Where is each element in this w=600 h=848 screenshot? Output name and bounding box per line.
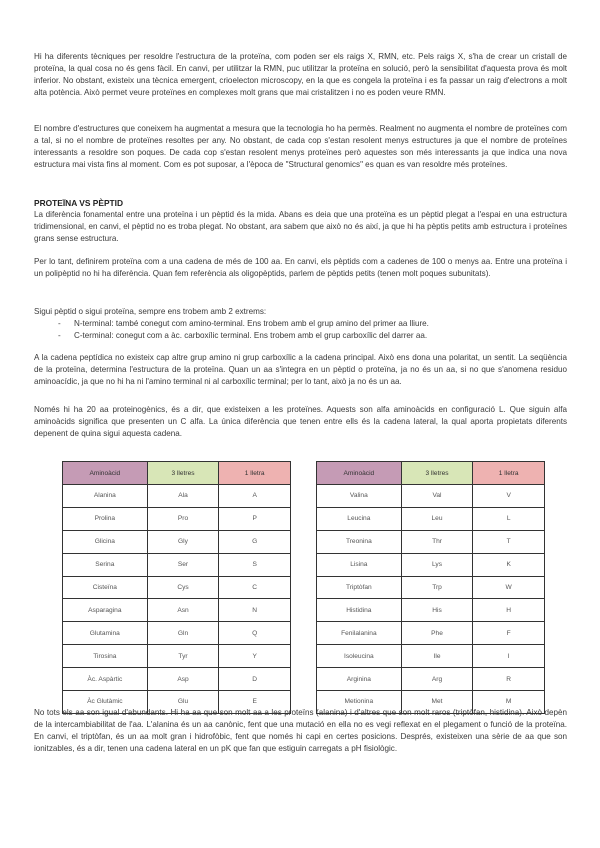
cell-3-letters: Asn <box>147 599 219 622</box>
cell-3-letters: Val <box>401 485 473 508</box>
cell-3-letters: Ser <box>147 553 219 576</box>
cell-1-letter: N <box>219 599 291 622</box>
paragraph-protein-definition: Per lo tant, definirem proteïna com a una cadena de més de 100 aa. En canvi, els pèptids com a cadenes de 100 o menys aa. Entre una proteïna i un polipèptid no hi ha diferència. Quan fem referència als oligopèptids, parlem de pèptids petits (tenen molt poques subunitats). <box>34 257 567 278</box>
cell-1-letter: K <box>473 553 545 576</box>
cell-aminoacid: Alanina <box>63 485 148 508</box>
cell-1-letter: H <box>473 599 545 622</box>
bullet: - <box>58 319 61 328</box>
header-1-letter: 1 lletra <box>219 462 291 485</box>
table-row <box>63 645 291 668</box>
table-row <box>63 553 291 576</box>
cell-1-letter: A <box>219 485 291 508</box>
cell-1-letter: T <box>473 530 545 553</box>
cell-aminoacid: Serina <box>63 553 148 576</box>
paragraph-peptide-chain: A la cadena peptídica no existeix cap altre grup amino ni grup carboxílic a la cadena principal. Això ens dona una polaritat, un sentit. La seqüència de la proteïna, determina l'estructura de la proteïna. Quan un aa s'integra en un pèptid o proteïna, ja no és un aa, si no que s'anomena residuo aminoacídic, ja que no hi ha ni l'amino terminal ni al carboxílic terminal; per lo tant, això ja no és un aa. <box>34 353 567 386</box>
section-heading: PROTEÏNA VS PÈPTID <box>34 198 124 208</box>
table-header-row <box>317 462 545 485</box>
list-item <box>34 318 567 330</box>
aminoacid-table-right <box>316 461 545 714</box>
cell-aminoacid: Triptòfan <box>317 576 402 599</box>
cell-aminoacid: Àc. Aspàrtic <box>63 668 148 691</box>
list-item-n-terminal: N-terminal: també conegut com amino-terminal. Ens trobem amb el grup amino del primer aa lliure. <box>74 319 429 328</box>
cell-aminoacid: Àc Glutàmic <box>63 691 148 714</box>
cell-aminoacid: Tirosina <box>63 645 148 668</box>
cell-aminoacid: Fenilalanina <box>317 622 402 645</box>
cell-aminoacid: Cisteïna <box>63 576 148 599</box>
cell-3-letters: Leu <box>401 507 473 530</box>
cell-1-letter: I <box>473 645 545 668</box>
cell-aminoacid: Glicina <box>63 530 148 553</box>
cell-aminoacid: Arginina <box>317 668 402 691</box>
header-3-letters: 3 lletres <box>147 462 219 485</box>
cell-3-letters: Ile <box>401 645 473 668</box>
table-row <box>317 530 545 553</box>
cell-3-letters: Gln <box>147 622 219 645</box>
cell-1-letter: Y <box>219 645 291 668</box>
table-row <box>317 645 545 668</box>
cell-aminoacid: Leucina <box>317 507 402 530</box>
cell-aminoacid: Glutamina <box>63 622 148 645</box>
cell-3-letters: His <box>401 599 473 622</box>
cell-aminoacid: Prolina <box>63 507 148 530</box>
table-row <box>63 485 291 508</box>
cell-aminoacid: Asparagina <box>63 599 148 622</box>
table-row <box>63 622 291 645</box>
paragraph-two-extremes: Sigui pèptid o sigui proteïna, sempre ens trobem amb 2 extrems: <box>34 307 267 316</box>
cell-3-letters: Arg <box>401 668 473 691</box>
header-3-letters: 3 lletres <box>401 462 473 485</box>
aminoacid-table-left <box>62 461 291 714</box>
table-row <box>317 507 545 530</box>
terminal-list <box>34 318 567 342</box>
cell-1-letter: R <box>473 668 545 691</box>
list-item-c-terminal: C-terminal: conegut com a àc. carboxílic terminal. Ens trobem amb el grup carboxílic del darrer aa. <box>74 331 428 340</box>
cell-aminoacid: Lisina <box>317 553 402 576</box>
paragraph-protein-vs-peptide: La diferència fonamental entre una proteïna i un pèptid és la mida. Abans es deia que una proteïna es un pèptid plegat a l'espai en una estructura tridimensional, en canvi, el pèptid no es troba plegat. No obstant, ara sabem que això no és així, ja que hi ha pèptis petits amb estructura i proteïnes grans sense estructura. <box>34 210 567 243</box>
cell-3-letters: Cys <box>147 576 219 599</box>
cell-aminoacid: Valina <box>317 485 402 508</box>
table-row <box>63 507 291 530</box>
cell-aminoacid: Treonina <box>317 530 402 553</box>
paragraph-structure-techniques: Hi ha diferents tècniques per resoldre l'estructura de la proteïna, com poden ser els raigs X, RMN, etc. Pels raigs X, s'ha de crear un cristall de proteïna, la qual cosa no és gens fàcil. En canvi, per utilitzar la RMN, puc utilitzar la proteïna en solució, però la sensibilitat d'aquesta prova és molt inferior. No obstant, existeix una tècnica emergent, crioelecton microscopy, en la que es congela la proteïna i es fa passar un raig d'electrons a molt alta potència. Això permet veure proteïnes en complexes molt grans que mai cristalitzen i no es poden veure RMN. <box>34 52 567 97</box>
table-row <box>317 576 545 599</box>
cell-3-letters: Lys <box>401 553 473 576</box>
cell-1-letter: F <box>473 622 545 645</box>
cell-1-letter: C <box>219 576 291 599</box>
cell-1-letter: L <box>473 507 545 530</box>
paragraph-structures-known: El nombre d'estructures que coneixem ha augmentat a mesura que la tecnologia ho ha permès. Realment no augmenta el nombre de proteïnes com a tal, si no el nombre de proteïnes resoltes per any. No obstant, de cada cop s'estan resolent menys estructures ja que el nombre de proteïnes interessants a resoldre son poques. De cada cop s'estan resolent menys proteïnes però aquestes son més interessants ja que indica una nova estructura mai vista fins al moment. Com es pot suposar, a l'època de "Structural genomics" es quan es van resoldre més proteïnes. <box>34 124 567 169</box>
table-row <box>317 485 545 508</box>
list-item <box>34 330 567 342</box>
paragraph-aa-abundance: No tots els aa son igual d'abundants. Hi ha aa que son molt aa a les proteïns (alanina) i d'altres que son molt raros (triptòfan, histidina). Això depèn de la intercambiabilitat de l'aa. L'alanina és un aa canònic, fent que una mutació en ella no es vegi reflexat en el plegament o funció de la proteïna. En canvi, el triptòfan, és un aa molt gran i hidrofòbic, fent que només hi capi en certes posicions. Després, existeixen una sèrie de aa que son ionitzables, és a dir, tenen una cadena lateral en un pK que fan que estiguin carregats a pH fisiològic. <box>34 708 567 753</box>
header-1-letter: 1 lletra <box>473 462 545 485</box>
cell-aminoacid: Metionina <box>317 691 402 714</box>
table-row <box>63 576 291 599</box>
table-row <box>317 622 545 645</box>
cell-3-letters: Tyr <box>147 645 219 668</box>
table-row <box>317 668 545 691</box>
cell-1-letter: G <box>219 530 291 553</box>
cell-1-letter: P <box>219 507 291 530</box>
cell-1-letter: Q <box>219 622 291 645</box>
header-aminoacid: Aminoàcid <box>317 462 402 485</box>
cell-3-letters: Asp <box>147 668 219 691</box>
cell-3-letters: Ala <box>147 485 219 508</box>
cell-1-letter: S <box>219 553 291 576</box>
cell-1-letter: E <box>219 691 291 714</box>
cell-3-letters: Phe <box>401 622 473 645</box>
cell-aminoacid: Isoleucina <box>317 645 402 668</box>
paragraph-proteinogenic-aa: Només hi ha 20 aa proteinogènics, és a dir, que existeixen a les proteïnes. Aquests son alfa aminoàcids en configuració L. Que siguin alfa aminoàcids significa que presenten un C alfa. La única diferència que tenen entre ells és la cadena lateral, la qual aporta propietats diferents depenent de quina sigui aquesta cadena. <box>34 405 567 438</box>
cell-aminoacid: Histidina <box>317 599 402 622</box>
cell-1-letter: D <box>219 668 291 691</box>
table-row <box>317 599 545 622</box>
cell-3-letters: Met <box>401 691 473 714</box>
table-row <box>317 553 545 576</box>
bullet: - <box>58 331 61 340</box>
cell-1-letter: V <box>473 485 545 508</box>
cell-3-letters: Trp <box>401 576 473 599</box>
cell-3-letters: Thr <box>401 530 473 553</box>
table-row <box>63 599 291 622</box>
header-aminoacid: Aminoàcid <box>63 462 148 485</box>
cell-1-letter: W <box>473 576 545 599</box>
table-row <box>63 668 291 691</box>
cell-3-letters: Gly <box>147 530 219 553</box>
table-header-row <box>63 462 291 485</box>
table-row <box>63 530 291 553</box>
cell-3-letters: Glu <box>147 691 219 714</box>
cell-3-letters: Pro <box>147 507 219 530</box>
cell-1-letter: M <box>473 691 545 714</box>
